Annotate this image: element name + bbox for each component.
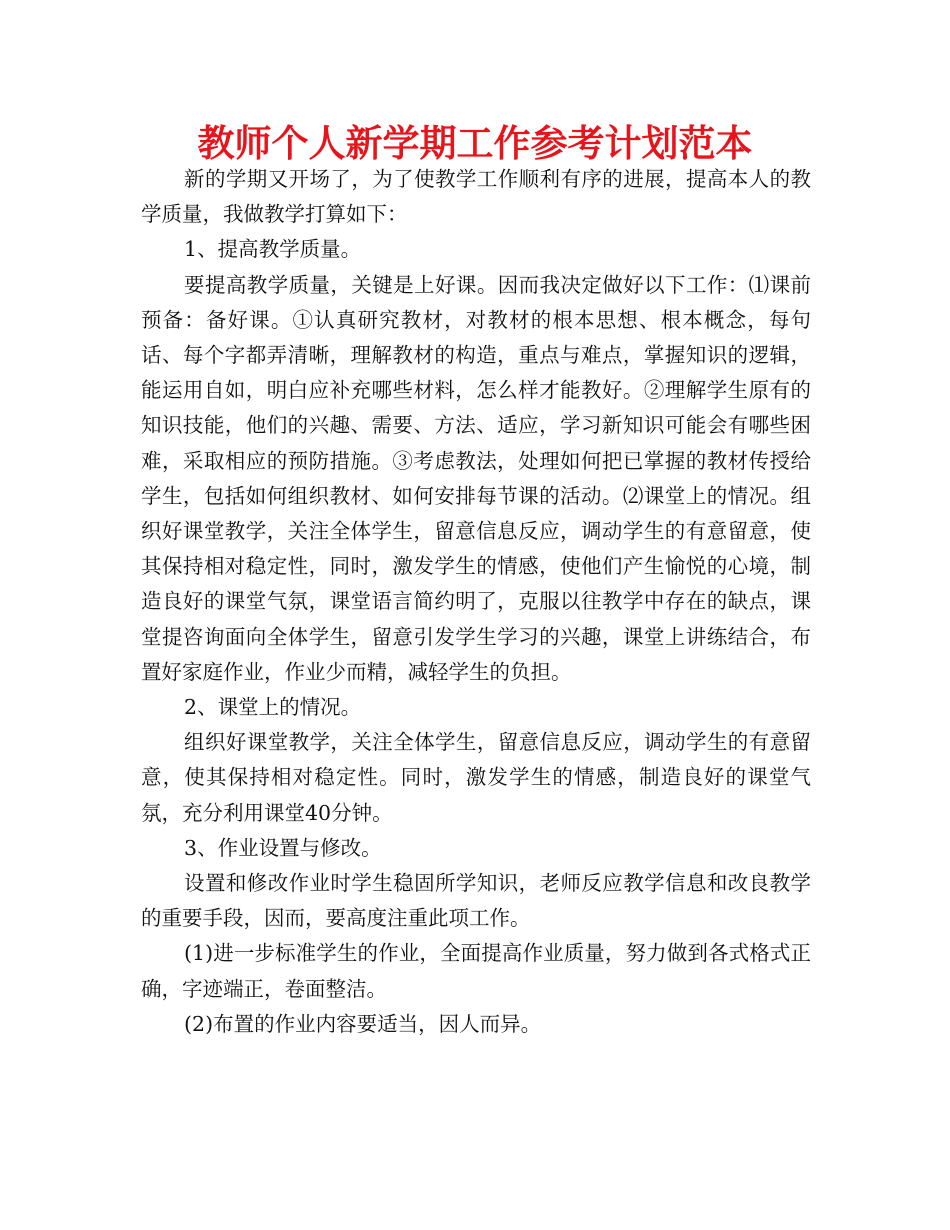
section-heading-2: 2、课堂上的情况。 <box>184 695 362 720</box>
paragraph-section-2: 组织好课堂教学，关注全体学生，留意信息反应，调动学生的有意留意，使其保持相对稳定性。同时，激发学生的情感，制造良好的课堂气氛，充分利用课堂40分钟。 <box>141 730 811 825</box>
document-body <box>141 162 811 1042</box>
paragraph-section-1: 要提高教学质量，关键是上好课。因而我决定做好以下工作：⑴课前预备：备好课。①认真研究教材，对教材的根本思想、根本概念，每句话、每个字都弄清晰，理解教材的构造，重点与难点，掌握知识的逻辑，能运用自如，明白应补充哪些材料，怎么样才能教好。②理解学生原有的知识技能，他们的兴趣、需要、方法、适应，学习新知识可能会有哪些困难，采取相应的预防措施。③考虑教法，处理如何把已掌握的教材传授给学生，包括如何组织教材、如何安排每节课的活动。⑵课堂上的情况。组织好课堂教学，关注全体学生，留意信息反应，调动学生的有意留意，使其保持相对稳定性，同时，激发学生的情感，使他们产生愉悦的心境，制造良好的课堂气氛，课堂语言简约明了，克服以往教学中存在的缺点，课堂提咨询面向全体学生，留意引发学生学习的兴趣，课堂上讲练结合，布置好家庭作业，作业少而精，减轻学生的负担。 <box>141 272 811 684</box>
paragraph-section-3: 设置和修改作业时学生稳固所学知识，老师反应教学信息和改良教学的重要手段，因而，要高度注重此项工作。 <box>141 871 811 931</box>
section-heading-1: 1、提高教学质量。 <box>184 237 362 262</box>
section-heading-3: 3、作业设置与修改。 <box>184 835 382 860</box>
paragraph-intro: 新的学期又开场了，为了使教学工作顺利有序的进展，提高本人的教学质量，我做教学打算如下： <box>141 167 811 227</box>
list-item-1: (1)进一步标准学生的作业，全面提高作业质量，努力做到各式格式正确，字迹端正，卷面整洁。 <box>141 941 811 1001</box>
document-title: 教师个人新学期工作参考计划范本 <box>197 122 753 165</box>
list-item-2: (2)布置的作业内容要适当，因人而异。 <box>184 1011 542 1036</box>
